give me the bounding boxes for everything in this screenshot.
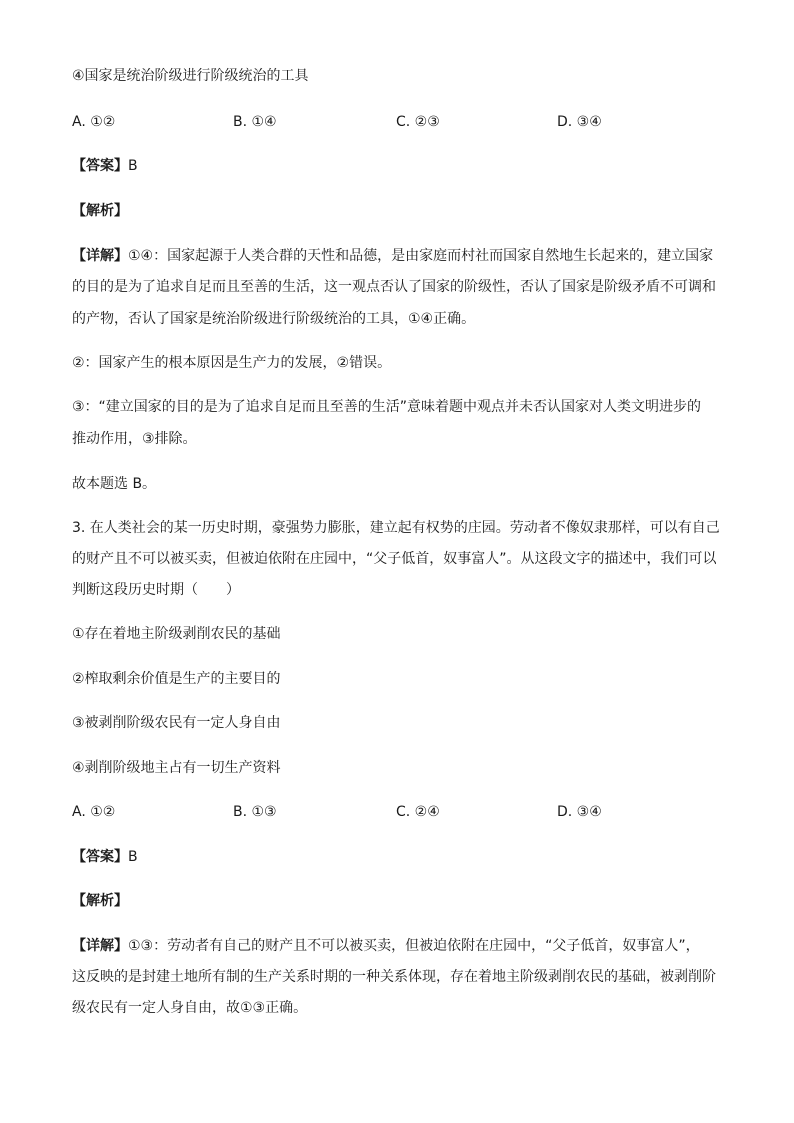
q2-paragraph-2: ②：国家产生的根本原因是生产力的发展，②错误。 [72,355,392,371]
q3-statement-4: ④剥削阶级地主占有一切生产资料 [72,760,281,776]
q3-stem-line-2: 的财产且不可以被买卖，但被迫依附在庄园中，“父子低首，奴事富人”。从这段文字的描述中，我们可以 [72,551,717,567]
detail-label: 【详解】 [72,248,128,264]
q3-option-a: A. ①② [72,804,116,820]
q2-option-c: C. ②③ [396,114,440,130]
detail-text: ①④：国家起源于人类合群的天性和品德，是由家庭而村社而国家自然地生长起来的，建立国家 [128,248,714,264]
q3-stem-line-1: 3. 在人类社会的某一历史时期，豪强势力膨胀，建立起有权势的庄园。劳动者不像奴隶那样，可以有自己 [72,520,720,536]
answer-value: B [128,849,138,865]
q3-statement-1: ①存在着地主阶级剥削农民的基础 [72,626,281,642]
q2-option-a: A. ①② [72,114,116,130]
q3-option-c: C. ②④ [396,804,440,820]
q3-stem-line-3: 判断这段历史时期（ ） [72,582,240,598]
detail-label: 【详解】 [72,938,128,954]
q3-detail-line-2: 这反映的是封建土地所有制的生产关系时期的一种关系体现，存在着地主阶级剥削农民的基础，被剥削阶 [72,969,716,985]
analysis-label: 【解析】 [72,893,128,909]
q2-detail-line-1 [72,246,713,266]
q3-statement-2: ②榨取剩余价值是生产的主要目的 [72,671,281,687]
q2-option-d: D. ③④ [557,114,602,130]
q3-detail-line-3: 级农民有一定人身自由，故①③正确。 [72,1000,308,1016]
q2-detail-line-2: 的目的是为了追求自足而且至善的生活，这一观点否认了国家的阶级性，否认了国家是阶级矛盾不可调和 [72,279,716,295]
q2-conclusion: 故本题选 B。 [72,476,157,492]
detail-text: ①③：劳动者有自己的财产且不可以被买卖，但被迫依附在庄园中，“父子低首，奴事富人”， [128,938,700,954]
q3-answer [72,847,138,867]
answer-label: 【答案】 [72,849,128,865]
q3-option-d: D. ③④ [557,804,602,820]
q2-paragraph-3-line-1: ③：“建立国家的目的是为了追求自足而且至善的生活”意味着题中观点并未否认国家对人类文明进步的 [72,399,702,415]
q3-analysis-heading [72,891,128,911]
q3-statement-3: ③被剥削阶级农民有一定人身自由 [72,715,281,731]
answer-value: B [128,158,138,174]
q2-detail-line-3: 的产物，否认了国家是统治阶级进行阶级统治的工具，①④正确。 [72,311,476,327]
analysis-label: 【解析】 [72,203,128,219]
q3-option-b: B. ①③ [233,804,277,820]
answer-label: 【答案】 [72,158,128,174]
q3-detail-line-1 [72,936,700,956]
q2-option-b: B. ①④ [233,114,277,130]
q2-statement-4: ④国家是统治阶级进行阶级统治的工具 [72,68,309,84]
q2-answer [72,156,138,176]
q2-analysis-heading [72,201,128,221]
q2-paragraph-3-line-2: 推动作用，③排除。 [72,431,197,447]
